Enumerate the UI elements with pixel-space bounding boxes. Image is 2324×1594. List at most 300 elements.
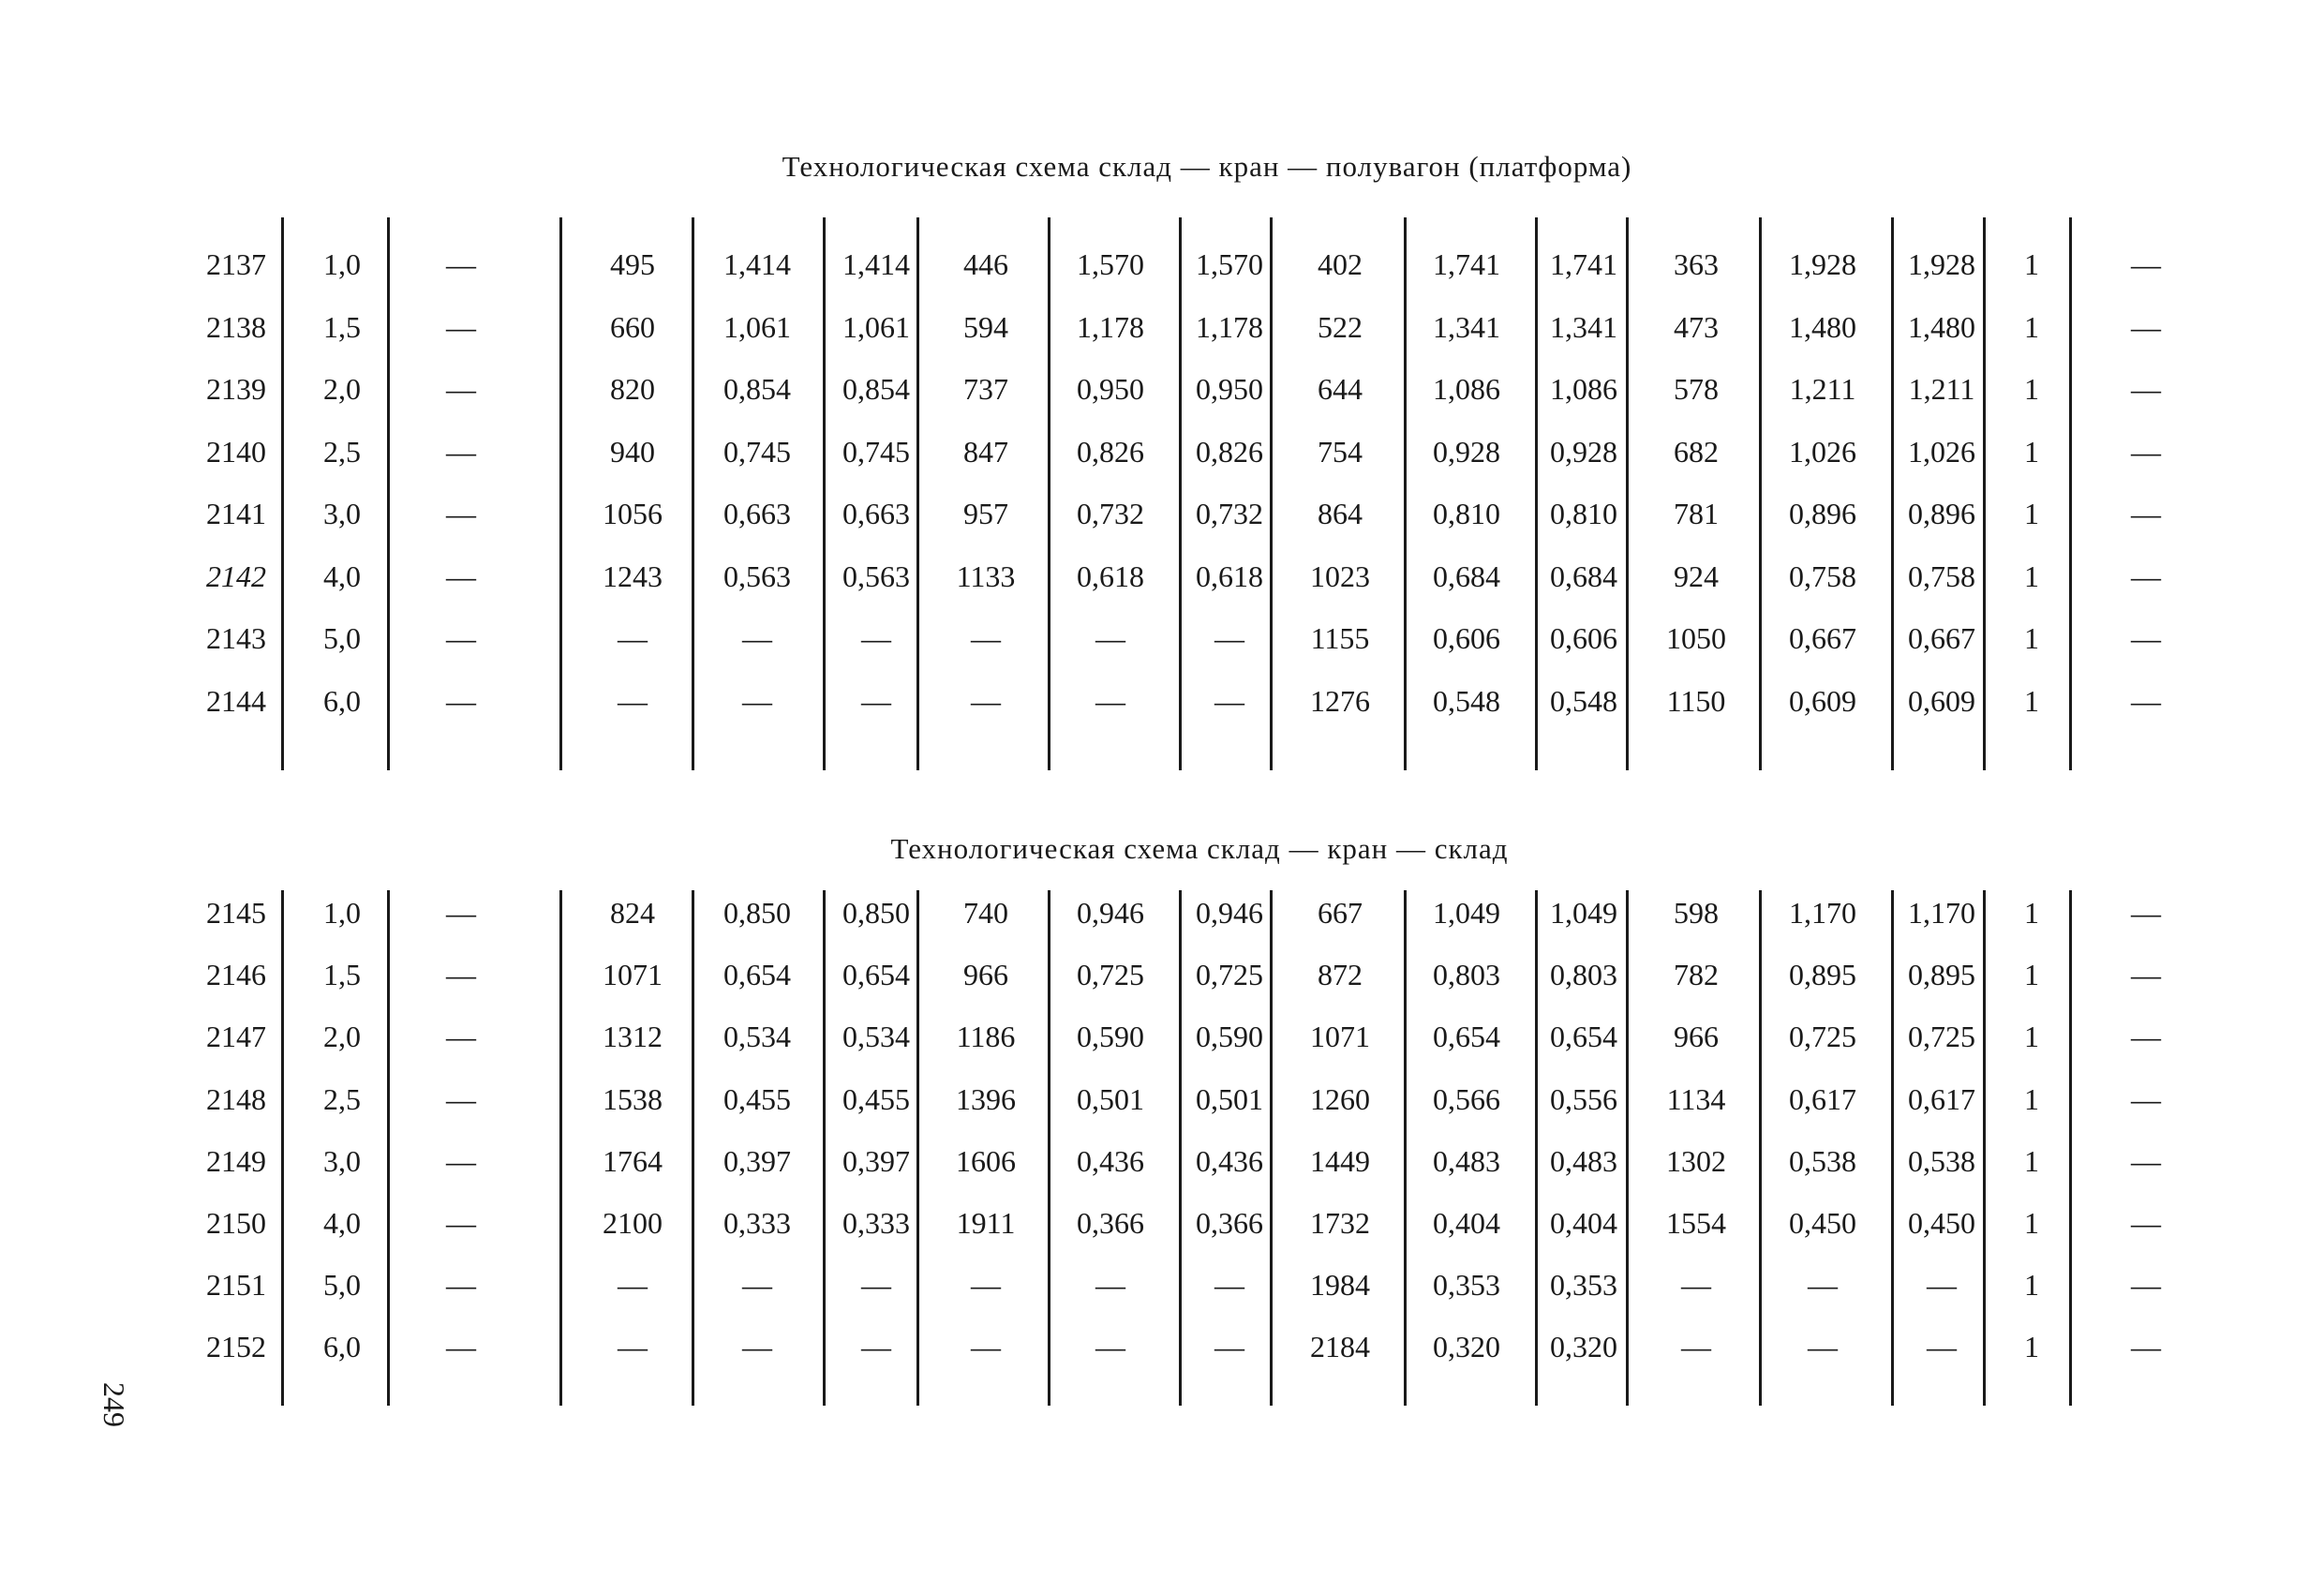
table-cell: 1,026 — [1908, 434, 1975, 469]
table-cell: 1 — [2024, 434, 2039, 469]
table-cell: — — [446, 1143, 476, 1178]
column-divider — [1270, 217, 1273, 770]
table-cell: 2143 — [206, 621, 266, 655]
table-cell: 0,928 — [1550, 434, 1617, 469]
table-cell: 1071 — [603, 958, 663, 992]
table-cell: 0,534 — [723, 1020, 791, 1054]
table-cell: — — [2131, 434, 2161, 469]
column-divider — [1048, 217, 1050, 770]
table-cell: 0,455 — [723, 1081, 791, 1116]
table-cell: 473 — [1674, 309, 1719, 344]
table-cell: — — [446, 372, 476, 406]
column-divider — [1179, 890, 1182, 1406]
table-cell: — — [2131, 1143, 2161, 1178]
table-cell: 0,563 — [842, 559, 910, 593]
table-cell: 1,049 — [1550, 896, 1617, 930]
column-divider — [1048, 890, 1050, 1406]
table-cell: — — [446, 1330, 476, 1364]
table-cell: — — [861, 621, 891, 655]
table-cell: 0,366 — [1196, 1206, 1263, 1240]
column-divider — [1626, 217, 1629, 770]
column-divider — [1535, 890, 1538, 1406]
table-cell: 0,684 — [1550, 559, 1617, 593]
table-cell: 0,654 — [723, 958, 791, 992]
column-divider — [1891, 890, 1894, 1406]
table-cell: 0,320 — [1433, 1330, 1500, 1364]
table-cell: — — [2131, 1330, 2161, 1364]
table-cell: 1 — [2024, 497, 2039, 530]
table-cell: — — [971, 683, 1001, 718]
table-cell: 5,0 — [323, 1268, 361, 1303]
table-cell: — — [446, 958, 476, 992]
table-cell: 1,741 — [1433, 247, 1500, 281]
table-cell: 0,548 — [1550, 683, 1617, 718]
table-cell: 1 — [2024, 896, 2039, 930]
table-cell: 660 — [610, 309, 655, 344]
table-cell: 1 — [2024, 1206, 2039, 1240]
table-cell: — — [1927, 1330, 1957, 1364]
table-cell: — — [742, 683, 772, 718]
table-cell: 0,758 — [1908, 559, 1975, 593]
table-cell: 754 — [1318, 434, 1363, 469]
table-cell: — — [2131, 559, 2161, 593]
table-cell: 0,501 — [1077, 1081, 1144, 1116]
table-cell: 0,654 — [1433, 1020, 1500, 1054]
table-cell: 522 — [1318, 309, 1363, 344]
table-cell: 2148 — [206, 1081, 266, 1116]
table-cell: 1,061 — [723, 309, 791, 344]
table-cell: 1,570 — [1196, 247, 1263, 281]
table-cell: — — [2131, 497, 2161, 530]
table-cell: 782 — [1674, 958, 1719, 992]
table-cell: — — [1927, 1268, 1957, 1303]
table-cell: 667 — [1318, 896, 1363, 930]
table-cell: 1,211 — [1789, 372, 1856, 406]
table-cell: 1,049 — [1433, 896, 1500, 930]
table-cell: 0,618 — [1196, 559, 1263, 593]
table-cell: — — [2131, 1268, 2161, 1303]
table-cell: 2142 — [206, 559, 266, 593]
table-cell: 1,170 — [1789, 896, 1856, 930]
table-cell: 363 — [1674, 247, 1719, 281]
column-divider — [1983, 890, 1986, 1406]
table-cell: 1554 — [1666, 1206, 1726, 1240]
table-cell: — — [1095, 1268, 1125, 1303]
table-cell: 0,896 — [1789, 497, 1856, 530]
table-cell: 1,086 — [1433, 372, 1500, 406]
table-cell: 0,450 — [1789, 1206, 1856, 1240]
table-cell: — — [446, 683, 476, 718]
table-cell: 578 — [1674, 372, 1719, 406]
table-cell: — — [618, 1268, 648, 1303]
column-divider — [387, 217, 390, 770]
table-cell: 0,609 — [1908, 683, 1975, 718]
table-cell: 0,854 — [723, 372, 791, 406]
table-cell: 1984 — [1310, 1268, 1370, 1303]
table-cell: — — [2131, 1020, 2161, 1054]
column-divider — [1270, 890, 1273, 1406]
table-cell: 1396 — [956, 1081, 1016, 1116]
column-divider — [916, 890, 919, 1406]
table-cell: 1,178 — [1077, 309, 1144, 344]
column-divider — [1626, 890, 1629, 1406]
table-cell: — — [971, 1268, 1001, 1303]
table-cell: — — [971, 621, 1001, 655]
table-cell: — — [861, 683, 891, 718]
table-cell: — — [2131, 372, 2161, 406]
table-cell: — — [1681, 1330, 1711, 1364]
table-cell: 1,480 — [1789, 309, 1856, 344]
table-cell: 940 — [610, 434, 655, 469]
table-cell: 820 — [610, 372, 655, 406]
table-cell: 0,566 — [1433, 1081, 1500, 1116]
table-cell: 1911 — [956, 1206, 1016, 1240]
page-number: 249 — [97, 1382, 131, 1427]
table-cell: — — [742, 1330, 772, 1364]
table-cell: — — [446, 1020, 476, 1054]
table-cell: 1243 — [603, 559, 663, 593]
table-cell: — — [446, 247, 476, 281]
table-cell: 1,414 — [723, 247, 791, 281]
table-cell: — — [861, 1268, 891, 1303]
column-divider — [1404, 217, 1407, 770]
table-cell: 1,928 — [1789, 247, 1856, 281]
column-divider — [1535, 217, 1538, 770]
table-cell: 0,320 — [1550, 1330, 1617, 1364]
table-cell: 0,725 — [1908, 1020, 1975, 1054]
table-cell: 1 — [2024, 1143, 2039, 1178]
table-cell: 0,538 — [1908, 1143, 1975, 1178]
table-cell: — — [861, 1330, 891, 1364]
table-cell: 847 — [963, 434, 1008, 469]
table-cell: — — [2131, 1081, 2161, 1116]
table-cell: — — [446, 309, 476, 344]
table-cell: 0,450 — [1908, 1206, 1975, 1240]
table-cell: — — [446, 621, 476, 655]
table-cell: 0,667 — [1908, 621, 1975, 655]
table-cell: 2,5 — [323, 434, 361, 469]
column-divider — [281, 217, 284, 770]
table-cell: — — [446, 559, 476, 593]
table-cell: 2,5 — [323, 1081, 361, 1116]
table-cell: — — [2131, 621, 2161, 655]
table-cell: 1 — [2024, 372, 2039, 406]
table-cell: 0,606 — [1433, 621, 1500, 655]
table-cell: 0,895 — [1908, 958, 1975, 992]
section-title-1: Технологическая схема склад — кран — полувагон (платформа) — [782, 150, 1632, 183]
table-cell: 1150 — [1666, 683, 1726, 718]
table-cell: 0,896 — [1908, 497, 1975, 530]
table-cell: 0,404 — [1433, 1206, 1500, 1240]
table-cell: 1 — [2024, 1330, 2039, 1364]
table-cell: — — [742, 1268, 772, 1303]
table-cell: 0,534 — [842, 1020, 910, 1054]
table-cell: — — [2131, 958, 2161, 992]
table-cell: 0,946 — [1077, 896, 1144, 930]
table-cell: 0,483 — [1550, 1143, 1617, 1178]
column-divider — [2069, 217, 2072, 770]
table-cell: 0,617 — [1908, 1081, 1975, 1116]
table-cell: — — [2131, 1206, 2161, 1240]
table-cell: 1,341 — [1550, 309, 1617, 344]
table-cell: 2139 — [206, 372, 266, 406]
table-cell: 682 — [1674, 434, 1719, 469]
table-cell: 0,725 — [1077, 958, 1144, 992]
table-cell: — — [1095, 621, 1125, 655]
table-cell: 0,590 — [1077, 1020, 1144, 1054]
table-cell: 3,0 — [323, 1143, 361, 1178]
table-cell: 1,0 — [323, 247, 361, 281]
table-cell: 0,563 — [723, 559, 791, 593]
table-cell: 594 — [963, 309, 1008, 344]
table-cell: 0,950 — [1077, 372, 1144, 406]
table-cell: 0,928 — [1433, 434, 1500, 469]
table-cell: 2147 — [206, 1020, 266, 1054]
table-cell: 737 — [963, 372, 1008, 406]
table-cell: — — [446, 497, 476, 530]
table-cell: 1302 — [1666, 1143, 1726, 1178]
table-cell: 872 — [1318, 958, 1363, 992]
table-cell: 495 — [610, 247, 655, 281]
table-cell: 1,178 — [1196, 309, 1263, 344]
table-cell: — — [446, 1206, 476, 1240]
table-cell: 0,609 — [1789, 683, 1856, 718]
table-cell: 0,333 — [723, 1206, 791, 1240]
table-cell: 0,556 — [1550, 1081, 1617, 1116]
table-cell: 0,538 — [1789, 1143, 1856, 1178]
table-cell: 0,854 — [842, 372, 910, 406]
table-cell: — — [2131, 896, 2161, 930]
table-cell: 1,0 — [323, 896, 361, 930]
table-cell: 0,654 — [1550, 1020, 1617, 1054]
table-cell: 0,732 — [1196, 497, 1263, 530]
table-cell: 1764 — [603, 1143, 663, 1178]
table-cell: 1,086 — [1550, 372, 1617, 406]
table-cell: 2146 — [206, 958, 266, 992]
table-cell: 957 — [963, 497, 1008, 530]
column-divider — [2069, 890, 2072, 1406]
table-cell: 1,480 — [1908, 309, 1975, 344]
table-cell: 0,725 — [1196, 958, 1263, 992]
table-cell: 1133 — [956, 559, 1016, 593]
table-cell: 864 — [1318, 497, 1363, 530]
table-cell: 1155 — [1310, 621, 1370, 655]
column-divider — [281, 890, 284, 1406]
table-cell: 0,436 — [1196, 1143, 1263, 1178]
column-divider — [1179, 217, 1182, 770]
table-cell: 1 — [2024, 247, 2039, 281]
column-divider — [1983, 217, 1986, 770]
table-cell: 0,654 — [842, 958, 910, 992]
column-divider — [916, 217, 919, 770]
table-cell: 644 — [1318, 372, 1363, 406]
table-cell: 3,0 — [323, 497, 361, 530]
table-cell: 2,0 — [323, 372, 361, 406]
table-cell: 402 — [1318, 247, 1363, 281]
table-cell: 0,455 — [842, 1081, 910, 1116]
table-cell: 1,170 — [1908, 896, 1975, 930]
table-cell: 1,928 — [1908, 247, 1975, 281]
table-cell: 2152 — [206, 1330, 266, 1364]
table-cell: — — [446, 434, 476, 469]
table-cell: 966 — [963, 958, 1008, 992]
table-cell: 0,758 — [1789, 559, 1856, 593]
column-divider — [387, 890, 390, 1406]
table-cell: — — [2131, 309, 2161, 344]
table-cell: 0,501 — [1196, 1081, 1263, 1116]
table-cell: 1,341 — [1433, 309, 1500, 344]
table-cell: 1732 — [1310, 1206, 1370, 1240]
table-cell: 0,483 — [1433, 1143, 1500, 1178]
table-cell: 0,548 — [1433, 683, 1500, 718]
table-cell: 598 — [1674, 896, 1719, 930]
column-divider — [559, 890, 562, 1406]
table-cell: 0,810 — [1433, 497, 1500, 530]
table-cell: — — [1681, 1268, 1711, 1303]
table-cell: 0,850 — [842, 896, 910, 930]
table-cell: 1134 — [1666, 1081, 1726, 1116]
table-cell: 1260 — [1310, 1081, 1370, 1116]
table-cell: 0,667 — [1789, 621, 1856, 655]
table-cell: 4,0 — [323, 1206, 361, 1240]
table-cell: 1 — [2024, 1268, 2039, 1303]
table-cell: 2149 — [206, 1143, 266, 1178]
table-cell: 0,436 — [1077, 1143, 1144, 1178]
table-cell: 1 — [2024, 559, 2039, 593]
table-cell: 1 — [2024, 683, 2039, 718]
table-cell: 1,5 — [323, 958, 361, 992]
table-cell: 0,397 — [842, 1143, 910, 1178]
table-cell: 0,745 — [723, 434, 791, 469]
table-cell: 1050 — [1666, 621, 1726, 655]
table-cell: 0,606 — [1550, 621, 1617, 655]
table-cell: 0,826 — [1077, 434, 1144, 469]
table-cell: — — [618, 621, 648, 655]
table-cell: 0,895 — [1789, 958, 1856, 992]
table-cell: 2144 — [206, 683, 266, 718]
column-divider — [1404, 890, 1407, 1406]
table-cell: 1 — [2024, 958, 2039, 992]
table-cell: 1,5 — [323, 309, 361, 344]
table-cell: 0,946 — [1196, 896, 1263, 930]
table-cell: 0,684 — [1433, 559, 1500, 593]
table-cell: 0,725 — [1789, 1020, 1856, 1054]
table-cell: 1606 — [956, 1143, 1016, 1178]
table-cell: 0,803 — [1433, 958, 1500, 992]
table-cell: 2,0 — [323, 1020, 361, 1054]
table-cell: 781 — [1674, 497, 1719, 530]
table-cell: — — [618, 1330, 648, 1364]
table-cell: — — [1214, 621, 1244, 655]
table-cell: 2184 — [1310, 1330, 1370, 1364]
table-cell: 1 — [2024, 309, 2039, 344]
table-cell: 1 — [2024, 1081, 2039, 1116]
table-cell: — — [1095, 1330, 1125, 1364]
table-cell: 1276 — [1310, 683, 1370, 718]
table-cell: — — [618, 683, 648, 718]
table-cell: 0,353 — [1433, 1268, 1500, 1303]
table-cell: 2137 — [206, 247, 266, 281]
table-cell: 1056 — [603, 497, 663, 530]
table-cell: 5,0 — [323, 621, 361, 655]
table-cell: 446 — [963, 247, 1008, 281]
table-cell: 0,618 — [1077, 559, 1144, 593]
table-cell: 1 — [2024, 621, 2039, 655]
table-cell: 6,0 — [323, 683, 361, 718]
table-cell: 0,663 — [842, 497, 910, 530]
table-cell: 1,414 — [842, 247, 910, 281]
table-cell: 4,0 — [323, 559, 361, 593]
table-cell: 1 — [2024, 1020, 2039, 1054]
table-cell: — — [971, 1330, 1001, 1364]
table-cell: 0,803 — [1550, 958, 1617, 992]
table-cell: 2145 — [206, 896, 266, 930]
table-cell: — — [1214, 683, 1244, 718]
table-cell: 1,026 — [1789, 434, 1856, 469]
column-divider — [823, 890, 826, 1406]
table-cell: 1312 — [603, 1020, 663, 1054]
table-cell: 824 — [610, 896, 655, 930]
table-cell: 1,211 — [1908, 372, 1975, 406]
column-divider — [559, 217, 562, 770]
table-cell: 740 — [963, 896, 1008, 930]
table-cell: 2100 — [603, 1206, 663, 1240]
table-cell: — — [1214, 1268, 1244, 1303]
table-cell: — — [1808, 1330, 1838, 1364]
table-cell: — — [1808, 1268, 1838, 1303]
table-cell: 0,397 — [723, 1143, 791, 1178]
table-cell: — — [446, 896, 476, 930]
table-cell: — — [2131, 683, 2161, 718]
table-cell: — — [446, 1081, 476, 1116]
table-cell: 0,745 — [842, 434, 910, 469]
column-divider — [1759, 890, 1762, 1406]
column-divider — [692, 217, 694, 770]
table-cell: 2141 — [206, 497, 266, 530]
table-cell: 0,810 — [1550, 497, 1617, 530]
table-cell: 0,663 — [723, 497, 791, 530]
table-cell: 0,617 — [1789, 1081, 1856, 1116]
table-cell: 1071 — [1310, 1020, 1370, 1054]
table-cell: 1,741 — [1550, 247, 1617, 281]
table-cell: 6,0 — [323, 1330, 361, 1364]
table-cell: 2150 — [206, 1206, 266, 1240]
table-cell: 1538 — [603, 1081, 663, 1116]
table-cell: 1,061 — [842, 309, 910, 344]
section-title-2: Технологическая схема склад — кран — склад — [890, 832, 1509, 865]
table-cell: 0,353 — [1550, 1268, 1617, 1303]
table-cell: 924 — [1674, 559, 1719, 593]
table-cell: — — [742, 621, 772, 655]
table-cell: 0,950 — [1196, 372, 1263, 406]
table-cell: — — [2131, 247, 2161, 281]
table-cell: 0,366 — [1077, 1206, 1144, 1240]
column-divider — [823, 217, 826, 770]
table-cell: — — [446, 1268, 476, 1303]
table-cell: 0,732 — [1077, 497, 1144, 530]
table-cell: 0,333 — [842, 1206, 910, 1240]
table-cell: 0,404 — [1550, 1206, 1617, 1240]
column-divider — [692, 890, 694, 1406]
table-cell: 1,570 — [1077, 247, 1144, 281]
table-cell: 2138 — [206, 309, 266, 344]
table-cell: 1023 — [1310, 559, 1370, 593]
table-cell: 0,850 — [723, 896, 791, 930]
table-cell: 1186 — [956, 1020, 1016, 1054]
column-divider — [1759, 217, 1762, 770]
table-cell: 966 — [1674, 1020, 1719, 1054]
column-divider — [1891, 217, 1894, 770]
